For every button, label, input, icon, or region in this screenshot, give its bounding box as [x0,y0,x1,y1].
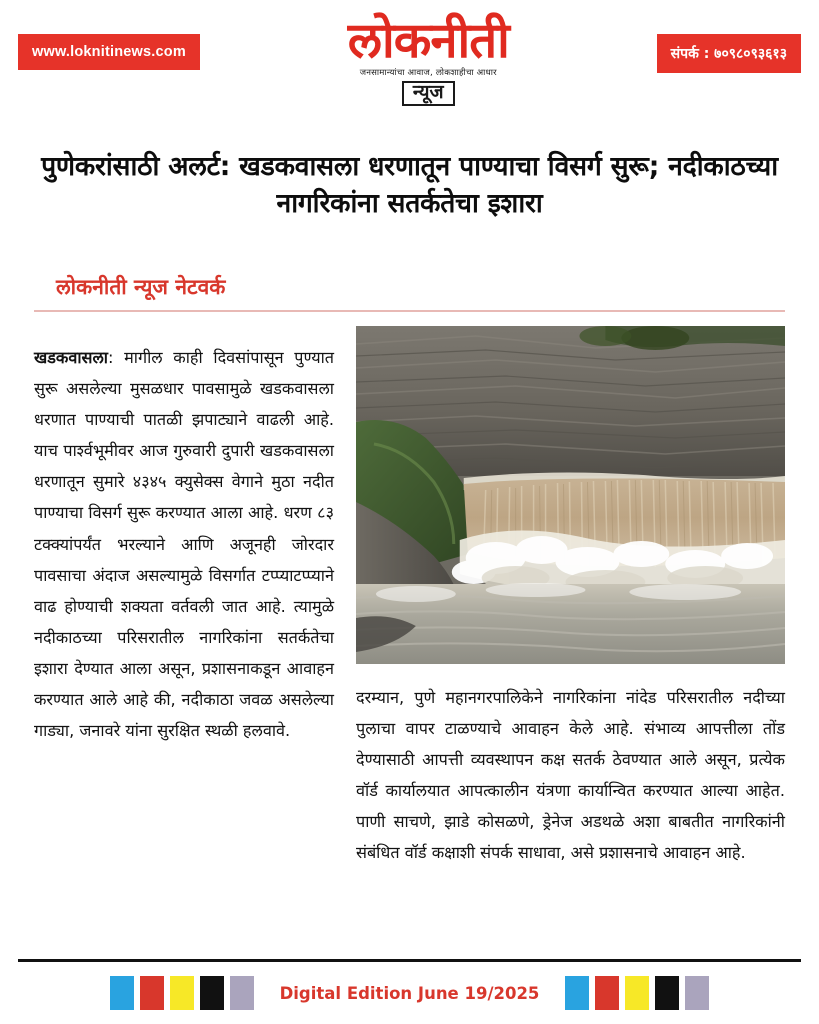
swatch [140,976,164,1010]
article-body [0,312,819,885]
site-url-badge[interactable]: www.loknitinews.com [18,34,200,70]
swatch [565,976,589,1010]
swatch [655,976,679,1010]
article-column-right [356,326,785,885]
byline: लोकनीती न्यूज नेटवर्क [56,274,226,299]
logo-tagline: जनसामान्यांचा आवाज, लोकशाहीचा आधार [359,67,497,78]
footer [0,959,819,1024]
footer-divider [18,959,801,962]
swatch [595,976,619,1010]
article-photo [356,326,785,664]
contact-badge[interactable]: संपर्क : ७०९८०९३६१३ [657,34,801,73]
swatch [625,976,649,1010]
swatch [110,976,134,1010]
dateline: खडकवासला [34,347,108,367]
swatch [200,976,224,1010]
swatch [685,976,709,1010]
article-text-left: : मागील काही दिवसांपासून पुण्यात सुरू असलेल्या मुसळधार पावसामुळे खडकवासला धरणात पाण्याची पातळी झपाट्याने वाढली आहे. याच पार्श्वभूमीवर आज गुरुवारी दुपारी खडकवासला धरणातून सुमारे ४३४५ क्युसेक्स वेगाने मुठा नदीत पाण्याचा विसर्ग सुरू करण्यात आला आहे. धरण ८३ टक्क्यांपर्यंत भरल्याने आणि अजूनही जोरदार पावसाचा अंदाज असल्यामुळे विसर्गात टप्प्याटप्प्याने वाढ होण्याची शक्यता वर्तवली जात आहे. त्यामुळे नदीकाठच्या परिसरातील नागरिकांना सतर्कतेचा इशारा देण्यात आला असून, प्रशासनाकडून आवाहन करण्यात आले आहे की, नदीकाठा जवळ असलेल्या गाड्या, जनावरे यांना सुरक्षित स्थळी हलवावे. [34,347,334,741]
swatch [170,976,194,1010]
logo-sub-text: न्यूज [402,81,455,107]
logo[interactable] [347,12,509,106]
edition-label: Digital Edition June 19/2025 [279,983,540,1003]
page-title: पुणेकरांसाठी अलर्ट: खडकवासला धरणातून पाण्याचा विसर्ग सुरू; नदीकाठच्या नागरिकांना सतर्कतेचा इशारा [41,150,778,220]
swatch [230,976,254,1010]
article-paragraph-left [34,342,334,746]
color-swatches-left [110,976,254,1010]
logo-main-text: लोकनीती [347,12,509,69]
masthead [0,0,819,112]
headline-container [0,112,819,247]
article-paragraph-right: दरम्यान, पुणे महानगरपालिकेने नागरिकांना नांदेड परिसरातील नदीच्या पुलाचा वापर टाळण्याचे आवाहन केले आहे. संभाव्य आपत्तीला तोंड देण्यासाठी आपत्ती व्यवस्थापन कक्ष सतर्क ठेवण्यात आले असून, प्रत्येक वॉर्ड कार्यालयात आपत्कालीन यंत्रणा कार्यान्वित करण्यात आल्या आहेत. पाणी साचणे, झाडे कोसळणे, ड्रेनेज अडथळे अशा बाबतीत नागरिकांनी संबंधित वॉर्ड कक्षाशी संपर्क साधावा, असे प्रशासनाचे आवाहन आहे. [356,687,785,863]
article-column-left [34,326,334,885]
color-swatches-right [565,976,709,1010]
byline-row [34,273,785,312]
